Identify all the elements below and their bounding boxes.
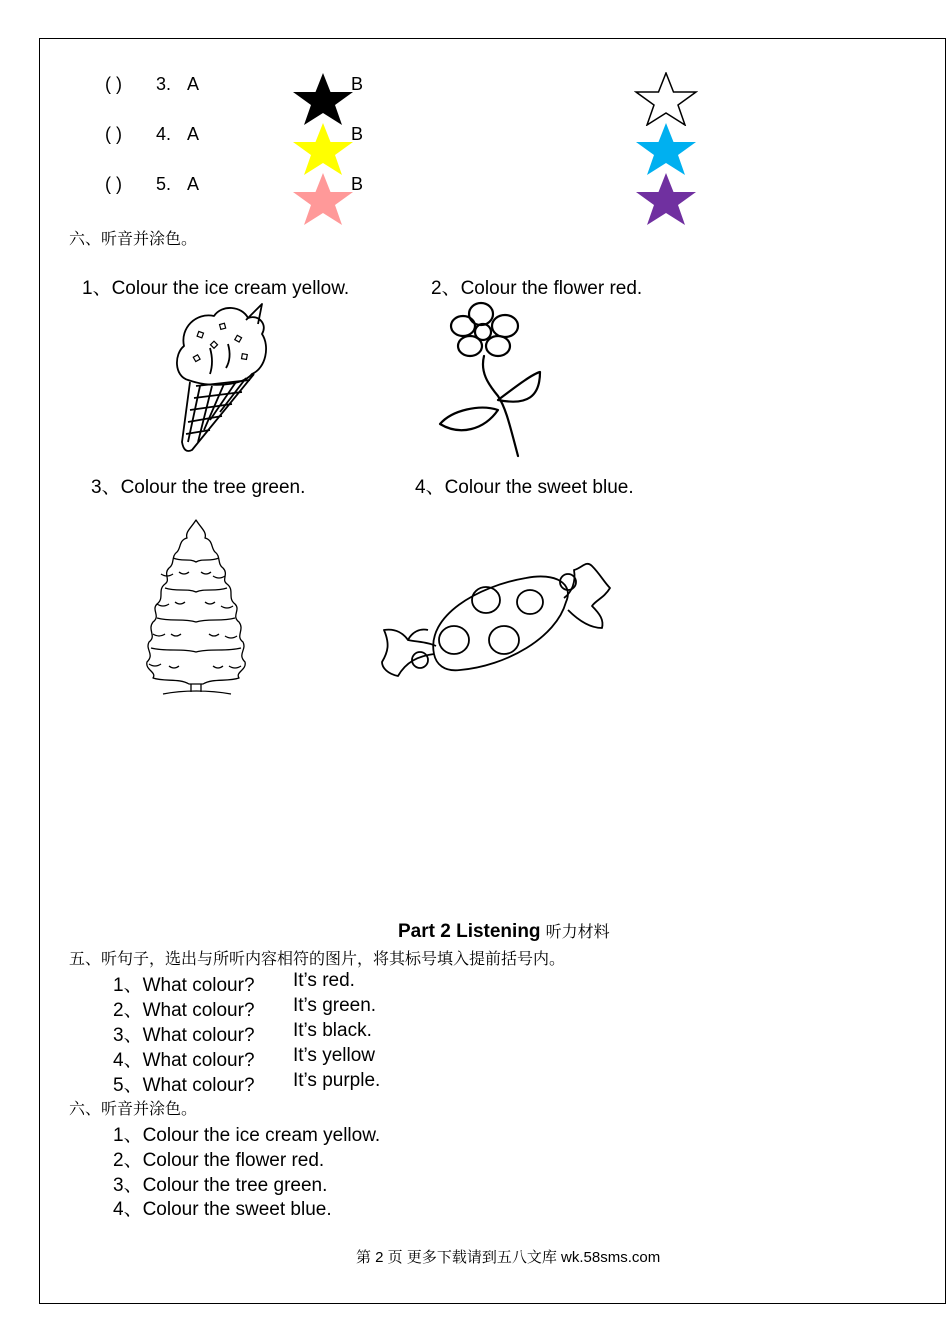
question-number: 4. — [156, 124, 172, 144]
script-answer: It’s yellow — [293, 1045, 376, 1066]
option-b-label: B — [351, 74, 364, 94]
listening-title — [398, 919, 610, 943]
purple-star-icon — [634, 172, 698, 226]
option-a-label: A — [187, 124, 200, 144]
section-five-heading: 五、听句子，选出与所听内容相符的图片，将其标号填入提前括号内。 — [69, 949, 566, 968]
flower-picture — [432, 300, 562, 460]
page-footer: 第 2 页 更多下载请到五八文库 wk.58sms.com — [356, 1249, 661, 1266]
script-line: 2、Colour the flower red. — [113, 1150, 325, 1171]
ice-cream-picture — [170, 302, 270, 458]
black-star-icon — [291, 72, 355, 126]
listening-title-cn: 听力材料 — [540, 922, 610, 941]
pink-star-icon — [291, 172, 355, 226]
question-number: 5. — [156, 174, 172, 194]
option-a-label: A — [187, 174, 200, 194]
script-answer: It’s green. — [293, 995, 377, 1016]
script-question: 4、What colour? — [113, 1050, 255, 1071]
option-b-label: B — [351, 124, 364, 144]
option-b-label: B — [351, 174, 364, 194]
blue-star-icon — [634, 122, 698, 176]
script-answer: It’s red. — [293, 970, 355, 991]
instruction-tree: 3、Colour the tree green. — [91, 477, 306, 498]
question-number: 3. — [156, 74, 172, 94]
script-line: 1、Colour the ice cream yellow. — [113, 1125, 381, 1146]
section-six-heading: 六、听音并涂色。 — [69, 229, 198, 248]
answer-bracket[interactable]: ( ) — [105, 124, 122, 144]
answer-bracket[interactable]: ( ) — [105, 174, 122, 194]
script-line: 3、Colour the tree green. — [113, 1175, 328, 1196]
script-line: 4、Colour the sweet blue. — [113, 1199, 332, 1220]
instruction-flower: 2、Colour the flower red. — [431, 278, 643, 299]
script-question: 3、What colour? — [113, 1025, 255, 1046]
instruction-sweet: 4、Colour the sweet blue. — [415, 477, 634, 498]
option-a-label: A — [187, 74, 200, 94]
section-six-script-heading: 六、听音并涂色。 — [69, 1099, 198, 1118]
script-answer: It’s purple. — [293, 1070, 381, 1091]
listening-title-bold: Part 2 Listening — [398, 921, 541, 942]
outline-star-icon — [634, 72, 698, 126]
instruction-ice-cream: 1、Colour the ice cream yellow. — [82, 278, 350, 299]
script-question: 2、What colour? — [113, 1000, 255, 1021]
script-answer: It’s black. — [293, 1020, 372, 1041]
sweet-picture — [378, 558, 616, 698]
script-question: 1、What colour? — [113, 975, 255, 996]
script-question: 5、What colour? — [113, 1075, 255, 1096]
answer-bracket[interactable]: ( ) — [105, 74, 122, 94]
tree-picture — [143, 518, 249, 698]
yellow-star-icon — [291, 122, 355, 176]
